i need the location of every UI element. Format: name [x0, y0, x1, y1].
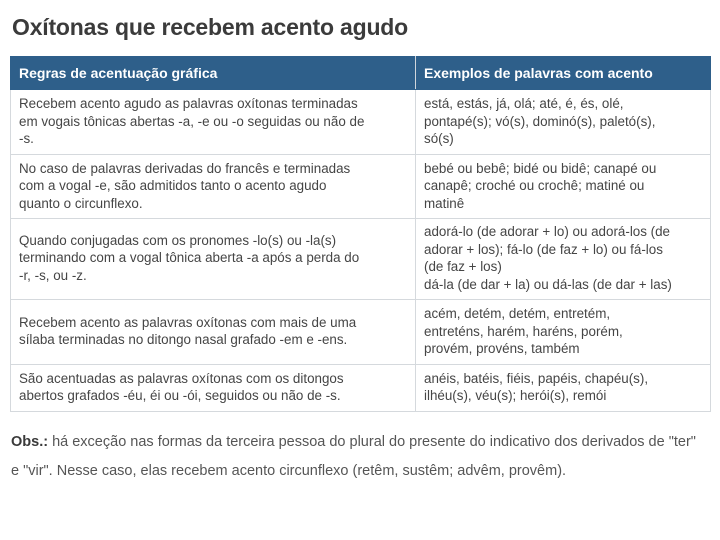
observation-label: Obs.:	[11, 433, 49, 450]
column-header-examples: Exemplos de palavras com acento	[416, 57, 711, 90]
observation-text: há exceção nas formas da terceira pessoa do plural do presente do indicativo dos derivados de "ter" e "vir". Nesse caso, elas recebem acento circunflexo (retêm, sustêm; advêm, provêm).	[11, 433, 696, 479]
examples-cell: anéis, batéis, fiéis, papéis, chapéu(s), ilhéu(s), véu(s); herói(s), remói	[416, 364, 711, 411]
table-row	[11, 154, 711, 219]
accent-rules-table	[10, 56, 711, 412]
examples-cell: adorá-lo (de adorar + lo) ou adorá-los (de adorar + los); fá-lo (de faz + lo) ou fá-los (de faz + los) dá-la (de dar + la) ou dá-las (de dar + las)	[416, 219, 711, 300]
rule-cell: Recebem acento agudo as palavras oxítonas terminadas em vogais tônicas abertas -a, -e ou -o seguidas ou não de -s.	[11, 90, 416, 155]
rule-cell: Quando conjugadas com os pronomes -lo(s) ou -la(s) terminando com a vogal tônica aberta -a após a perda do -r, -s, ou -z.	[11, 219, 416, 300]
table-row	[11, 300, 711, 365]
page-title: Oxítonas que recebem acento agudo	[12, 14, 409, 40]
rule-cell: No caso de palavras derivadas do francês e terminadas com a vogal -e, são admitidos tanto o acento agudo quanto o circunflexo.	[11, 154, 416, 219]
rule-cell: Recebem acento as palavras oxítonas com mais de uma sílaba terminadas no ditongo nasal grafado -em e -ens.	[11, 300, 416, 365]
examples-cell: está, estás, já, olá; até, é, és, olé, pontapé(s); vó(s), dominó(s), paletó(s), só(s)	[416, 90, 711, 155]
observation-note	[11, 428, 707, 486]
rule-cell: São acentuadas as palavras oxítonas com os ditongos abertos grafados -éu, éi ou -ói, seguidos ou não de -s.	[11, 364, 416, 411]
examples-cell: acém, detém, detém, entretém, entreténs, harém, haréns, porém, provém, provéns, também	[416, 300, 711, 365]
examples-cell: bebé ou bebê; bidé ou bidê; canapé ou canapê; croché ou crochê; matiné ou matinê	[416, 154, 711, 219]
table-header-row	[11, 57, 711, 90]
page	[10, 12, 710, 500]
column-header-rules: Regras de acentuação gráfica	[11, 57, 416, 90]
table-row	[11, 364, 711, 411]
table-row	[11, 219, 711, 300]
table-row	[11, 90, 711, 155]
